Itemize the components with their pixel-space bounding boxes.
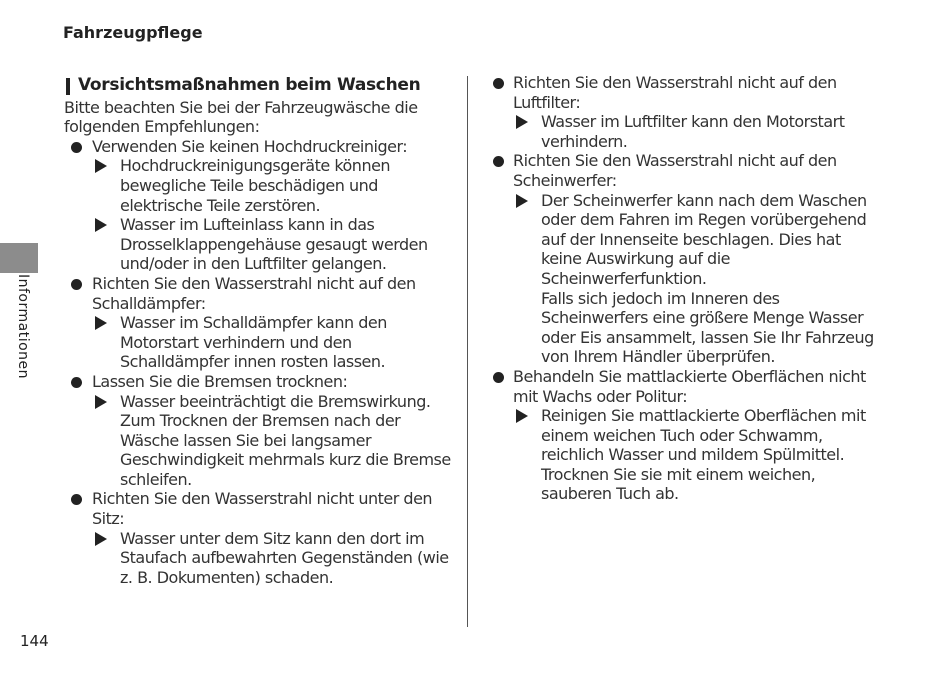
section-heading bbox=[64, 76, 456, 96]
arrow-right-icon bbox=[95, 532, 107, 546]
bullet-text: Behandeln Sie mattlackierte Oberflächen nicht mit Wachs oder Politur: bbox=[513, 366, 866, 406]
bullet-dot-icon bbox=[71, 142, 82, 153]
arrow-right-icon bbox=[516, 194, 528, 208]
sub-item-continuation-text: Falls sich jedoch im Inneren des Scheinwerfers eine größere Menge Wasser oder Eis ansammelt, lassen Sie Ihr Fahrzeug von Ihrem Händler überprüfen. bbox=[541, 288, 874, 367]
bullet-dot-icon bbox=[71, 279, 82, 290]
bullet-item bbox=[493, 73, 881, 151]
sub-item-text: Reinigen Sie mattlackierte Oberflächen mit einem weichen Tuch oder Schwamm, reichlich Wasser und mildem Spülmittel. Trocknen Sie sie mit einem weichen, sauberen Tuch ab. bbox=[541, 406, 866, 504]
sub-item-text: Wasser im Luftfilter kann den Motorstart verhindern. bbox=[541, 112, 845, 151]
bullet-item bbox=[493, 151, 881, 367]
bullet-item bbox=[493, 367, 881, 504]
bullet-item bbox=[64, 372, 456, 490]
sub-item bbox=[92, 156, 456, 215]
arrow-right-icon bbox=[516, 409, 528, 423]
arrow-right-icon bbox=[95, 159, 107, 173]
side-tab-label: Informationen bbox=[15, 274, 31, 380]
bullet-dot-icon bbox=[493, 372, 504, 383]
bullet-text: Richten Sie den Wasserstrahl nicht unter den Sitz: bbox=[92, 489, 433, 529]
arrow-right-icon bbox=[95, 316, 107, 330]
bullet-dot-icon bbox=[493, 78, 504, 89]
page-number: 144 bbox=[20, 632, 49, 650]
chapter-title: Fahrzeugpflege bbox=[63, 23, 203, 42]
side-tab-marker bbox=[0, 243, 38, 273]
arrow-right-icon bbox=[95, 218, 107, 232]
section-heading-text: Vorsichtsmaßnahmen beim Waschen bbox=[78, 75, 421, 95]
sub-item-text: Wasser unter dem Sitz kann den dort im Staufach aufbewahrten Gegenständen (wie z. B. Dokumenten) schaden. bbox=[120, 528, 449, 587]
bullet-text: Richten Sie den Wasserstrahl nicht auf den Scheinwerfer: bbox=[513, 151, 837, 190]
bullet-text: Richten Sie den Wasserstrahl nicht auf den Schalldämpfer: bbox=[92, 273, 416, 313]
bullet-dot-icon bbox=[71, 377, 82, 388]
bullet-item bbox=[64, 274, 456, 372]
sub-item-text: Der Scheinwerfer kann nach dem Waschen oder dem Fahren im Regen vorübergehend auf der Innenseite beschlagen. Dies hat keine Auswirkung auf die Scheinwerferfunktion. bbox=[541, 190, 867, 288]
bullet-dot-icon bbox=[493, 156, 504, 167]
sub-item-text: Wasser beeinträchtigt die Bremswirkung. Zum Trocknen der Bremsen nach der Wäsche lassen Sie bei langsamer Geschwindigkeit mehrmals kurz die Bremse schleifen. bbox=[120, 391, 451, 489]
bullet-item bbox=[64, 137, 456, 274]
bullet-text: Richten Sie den Wasserstrahl nicht auf den Luftfilter: bbox=[513, 73, 837, 112]
sub-item bbox=[513, 406, 881, 504]
arrow-right-icon bbox=[95, 395, 107, 409]
sub-item bbox=[92, 313, 456, 372]
sub-item-text: Wasser im Schalldämpfer kann den Motorstart verhindern und den Schalldämpfer innen rosten lassen. bbox=[120, 313, 387, 372]
sub-item bbox=[92, 529, 456, 588]
bullet-dot-icon bbox=[71, 494, 82, 505]
bullet-text: Lassen Sie die Bremsen trocknen: bbox=[92, 371, 348, 391]
left-column bbox=[64, 76, 456, 587]
sub-item bbox=[513, 112, 881, 151]
sub-item-text: Wasser im Lufteinlass kann in das Drosselklappengehäuse gesaugt werden und/oder in den Luftfilter gelangen. bbox=[120, 215, 428, 274]
intro-text: Bitte beachten Sie bei der Fahrzeugwäsche die folgenden Empfehlungen: bbox=[64, 97, 418, 137]
sub-item bbox=[92, 215, 456, 274]
column-divider bbox=[467, 76, 468, 627]
arrow-right-icon bbox=[516, 115, 528, 129]
right-column bbox=[493, 73, 881, 504]
sub-item bbox=[513, 191, 881, 367]
sub-item bbox=[92, 392, 456, 490]
heading-bar-icon bbox=[66, 78, 70, 95]
sub-item-text: Hochdruckreinigungsgeräte können bewegliche Teile beschädigen und elektrische Teile zerstören. bbox=[120, 156, 391, 215]
bullet-item bbox=[64, 489, 456, 587]
bullet-text: Verwenden Sie keinen Hochdruckreiniger: bbox=[92, 136, 408, 156]
